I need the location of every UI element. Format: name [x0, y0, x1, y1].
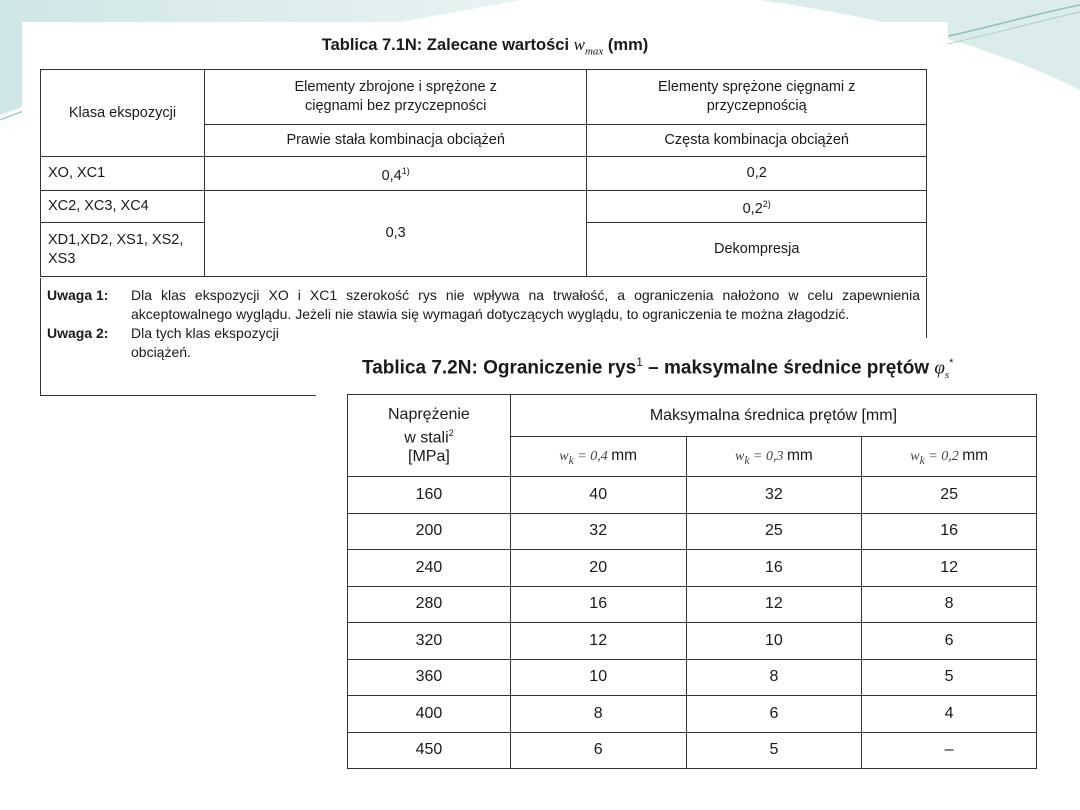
row-class-xd-xs: XD1,XD2, XS1, XS2, XS3 [41, 223, 205, 277]
table-row: 280 16 12 8 [348, 586, 1037, 623]
row1-value2: 0,2 [587, 157, 927, 191]
title-text: Tablica 7.1N: Zalecane wartości [321, 36, 570, 54]
table-7-1n-title [22, 35, 948, 59]
row3-value2: Dekompresja [587, 223, 927, 277]
table-row: 450 6 5 – [348, 732, 1037, 769]
note-1 [41, 286, 926, 324]
row2-value1: 0,3 [204, 191, 586, 277]
header-wk-04: $w_k = 0,4$ mm [510, 437, 686, 477]
note-text: obciążeń. [131, 344, 191, 360]
header-col1-sub: Prawie stała kombinacja obciążeń [204, 125, 586, 157]
table-row: 360 10 8 5 [348, 659, 1037, 696]
header-col2-sub: Częsta kombinacja obciążeń [587, 125, 927, 157]
header-col1: Elementy zbrojone i sprężone z cięgnami bez przyczepności [204, 70, 586, 125]
table-7-1n [40, 69, 927, 277]
note-label: Uwaga 2: [47, 325, 109, 341]
header-col2: Elementy sprężone cięgnami z przyczepnością [587, 70, 927, 125]
row-class-xo-xc1: XO, XC1 [41, 157, 205, 191]
table-7-2n [347, 394, 1037, 769]
header-wk-02: $w_k = 0,2$ mm [862, 437, 1037, 477]
header-stress: Naprężenie w stali$^2$ [MPa] [348, 395, 511, 477]
table-row: 400 8 6 4 [348, 696, 1037, 733]
w-symbol: w [573, 35, 585, 54]
title-unit: (mm) [607, 36, 649, 54]
note-label: Uwaga 1: [47, 287, 109, 303]
table-row: 200 32 25 16 [348, 513, 1037, 550]
note-label [47, 343, 131, 362]
note-text: Dla tych klas ekspozycji [131, 325, 279, 341]
row-class-xc2-xc4: XC2, XC3, XC4 [41, 191, 205, 223]
table-row: 160 40 32 25 [348, 477, 1037, 514]
table-7-2n-title: Tablica 7.2N: Ograniczenie rys$^1$ – maksymalne średnice prętów $\varphi_s^*$ [362, 355, 954, 382]
header-wk-03: $w_k = 0,3$ mm [686, 437, 862, 477]
w-subscript: max [584, 45, 604, 58]
header-klasa: Klasa ekspozycji [41, 70, 205, 157]
phi-symbol: φ [934, 357, 945, 379]
table-row: 320 12 10 6 [348, 623, 1037, 660]
table-row: 240 20 16 12 [348, 550, 1037, 587]
table-7-2n-panel [316, 338, 1050, 778]
header-max-diameter: Maksymalna średnica prętów [mm] [510, 395, 1036, 437]
row2-value2: 0,2$^{2)}$ [587, 191, 927, 223]
row1-value1: 0,4$^{1)}$ [204, 157, 586, 191]
note-text: Dla klas ekspozycji XO i XC1 szerokość rys nie wpływa na trwałość, a ograniczenia nałożono w celu zapewnienia akceptowalnego wyglądu. Jeżeli nie stawia się wymagań dotyczących wyglądu, to ograniczenia te można złagodzić. [131, 287, 920, 322]
